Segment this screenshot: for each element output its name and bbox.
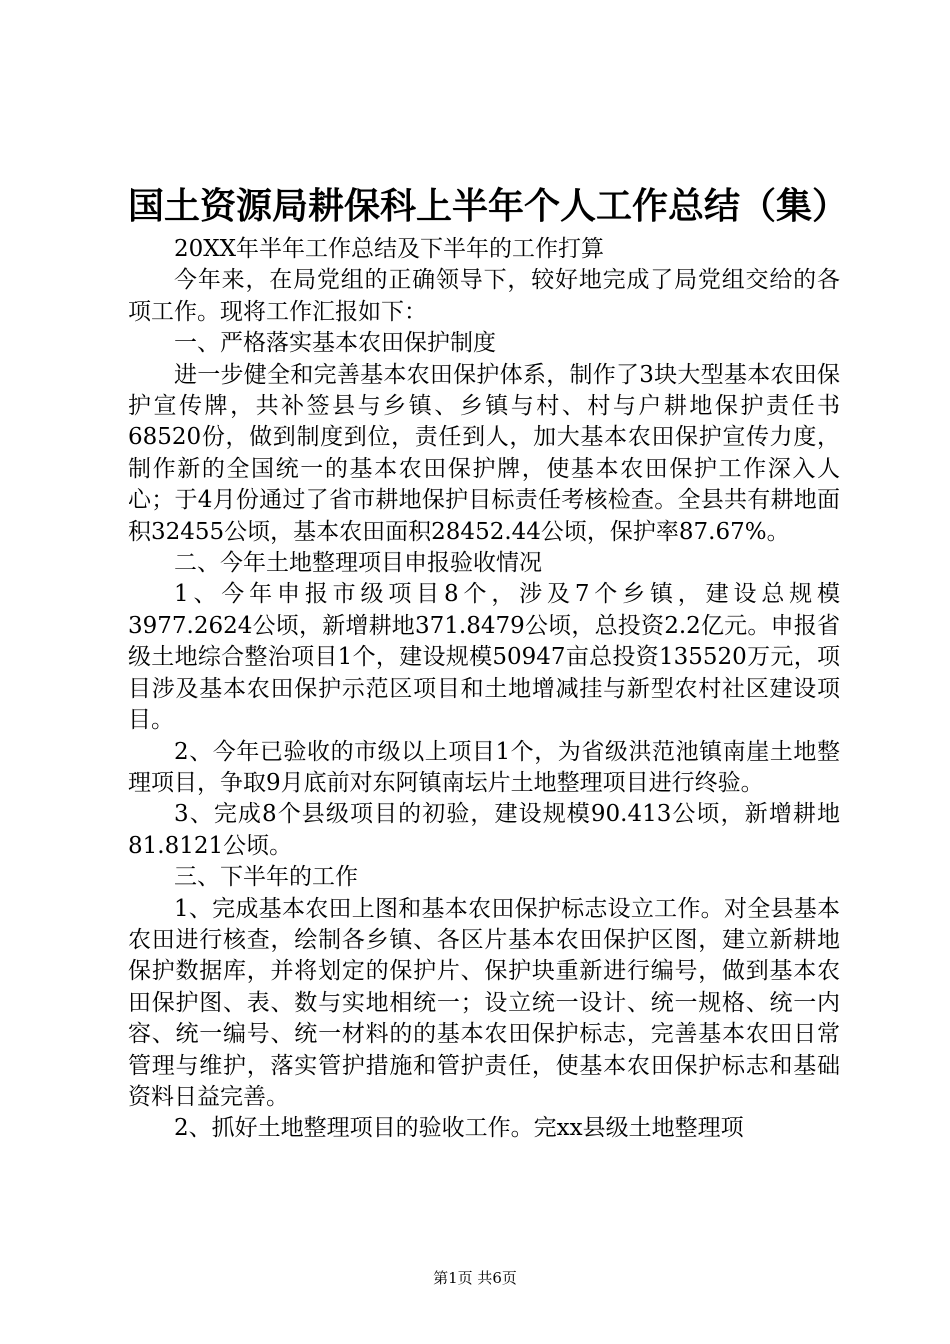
document-subtitle: 20XX年半年工作总结及下半年的工作打算 [174,236,605,262]
section-heading-1: 一、严格落实基本农田保护制度 [174,330,496,357]
section-3-paragraph-1: 1、完成基本农田上图和基本农田保护标志设立工作。对全县基本农田进行核查，绘制各乡镇、各区片基本农田保护区图，建立新耕地保护数据库，并将划定的保护片、保护块重新进行编号，做到基本农田保护图、表、数与实地相统一；设立统一设计、统一规格、统一内容、统一编号、统一材料的的基本农田保护标志，完善基本农田日常管理与维护，落实管护措施和管护责任，使基本农田保护标志和基础资料日益完善。 [128,895,840,1110]
section-2-paragraph-3: 3、完成8个县级项目的初验，建设规模90.413公顷，新增耕地81.8121公顷。 [128,801,840,859]
section-heading-3: 三、下半年的工作 [174,864,358,891]
page-number-footer: 第1页 共6页 [433,1269,517,1287]
document-body [128,234,840,1145]
intro-paragraph: 今年来，在局党组的正确领导下，较好地完成了局党组交给的各项工作。现将工作汇报如下： [128,267,840,325]
section-3-paragraph-2: 2、抓好土地整理项目的验收工作。完xx县级土地整理项 [174,1115,744,1142]
section-2-paragraph-1: 1、今年申报市级项目8个，涉及7个乡镇，建设总规模3977.2624公顷，新增耕地371.8479公顷，总投资2.2亿元。申报省级土地综合整治项目1个，建设规模50947亩总投资135520万元，项目涉及基本农田保护示范区项目和土地增减挂与新型农村社区建设项目。 [128,581,840,734]
document-title: 国土资源局耕保科上半年个人工作总结（集） [128,185,849,227]
section-1-paragraph-1: 进一步健全和完善基本农田保护体系，制作了3块大型基本农田保护宣传牌，共补签县与乡镇、乡镇与村、村与户耕地保护责任书68520份，做到制度到位，责任到人，加大基本农田保护宣传力度，制作新的全国统一的基本农田保护牌，使基本农田保护工作深入人心；于4月份通过了省市耕地保护目标责任考核检查。全县共有耕地面积32455公顷，基本农田面积28452.44公顷，保护率87.67%。 [128,361,840,545]
section-2-paragraph-2: 2、今年已验收的市级以上项目1个，为省级洪范池镇南崖土地整理项目，争取9月底前对东阿镇南坛片土地整理项目进行终验。 [128,738,840,796]
section-heading-2: 二、今年土地整理项目申报验收情况 [174,550,542,577]
